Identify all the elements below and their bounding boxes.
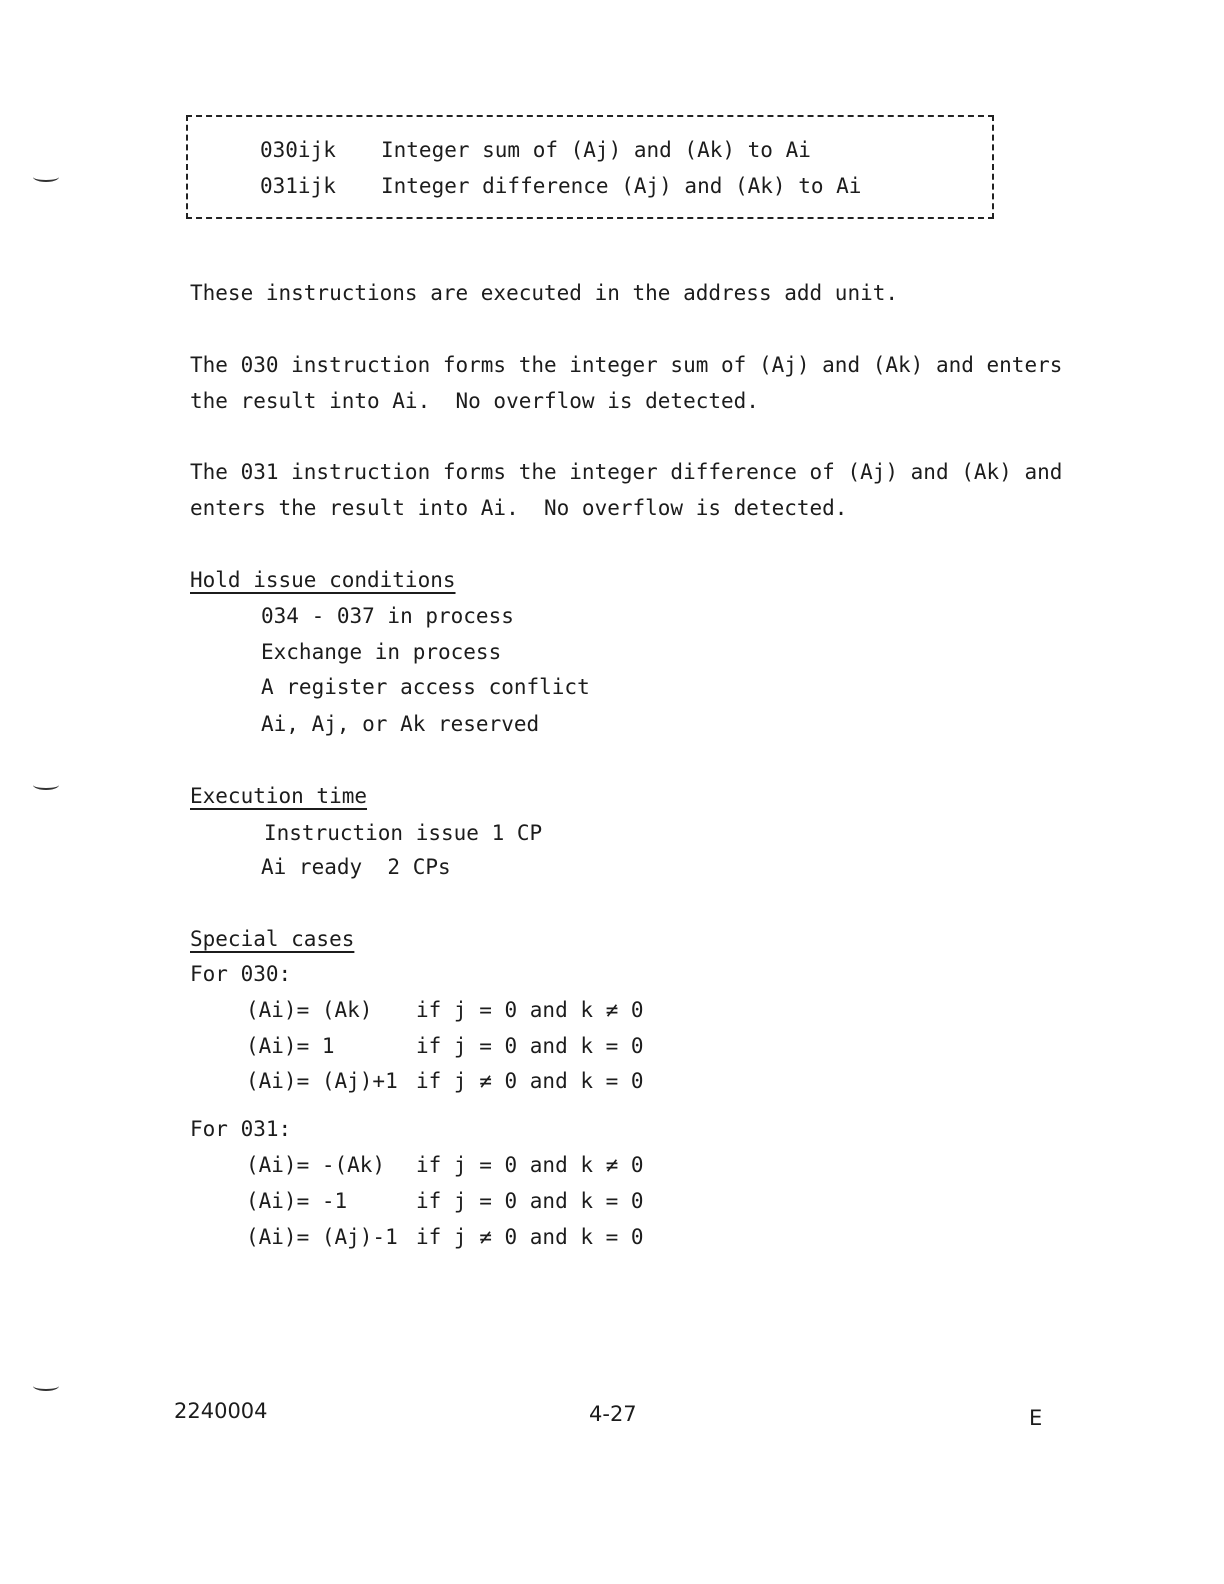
page-number: 4-27 bbox=[589, 1402, 637, 1426]
instruction-code: 030ijk bbox=[260, 138, 336, 162]
hold-issue-item: Ai, Aj, or Ak reserved bbox=[261, 712, 540, 736]
case-expression: (Ai)= (Ak) bbox=[246, 998, 373, 1022]
binder-mark bbox=[33, 1381, 59, 1391]
case-condition: if j = 0 and k ≠ 0 bbox=[416, 1153, 644, 1177]
case-label-031: For 031: bbox=[190, 1117, 292, 1141]
case-condition: if j ≠ 0 and k = 0 bbox=[416, 1225, 644, 1249]
case-expression: (Ai)= 1 bbox=[246, 1034, 335, 1058]
execution-time-item: Ai ready 2 CPs bbox=[261, 855, 451, 879]
hold-issue-heading: Hold issue conditions bbox=[190, 568, 456, 592]
paragraph-030-line: the result into Ai. No overflow is detected. bbox=[190, 389, 759, 413]
case-label-030: For 030: bbox=[190, 962, 292, 986]
instruction-description: Integer difference (Aj) and (Ak) to Ai bbox=[381, 174, 862, 198]
case-expression: (Ai)= (Aj)-1 bbox=[246, 1225, 398, 1249]
instruction-description: Integer sum of (Aj) and (Ak) to Ai bbox=[381, 138, 811, 162]
case-condition: if j = 0 and k = 0 bbox=[416, 1189, 644, 1213]
hold-issue-item: A register access conflict bbox=[261, 675, 590, 699]
execution-time-item: Instruction issue 1 CP bbox=[264, 821, 543, 845]
paragraph-031-line: The 031 instruction forms the integer difference of (Aj) and (Ak) and bbox=[190, 460, 1063, 484]
binder-mark bbox=[33, 172, 59, 182]
hold-issue-item: Exchange in process bbox=[261, 640, 502, 664]
case-condition: if j ≠ 0 and k = 0 bbox=[416, 1069, 644, 1093]
instruction-code: 031ijk bbox=[260, 174, 336, 198]
execution-time-heading: Execution time bbox=[190, 784, 368, 808]
special-cases-heading: Special cases bbox=[190, 927, 355, 951]
case-expression: (Ai)= (Aj)+1 bbox=[246, 1069, 398, 1093]
case-condition: if j = 0 and k ≠ 0 bbox=[416, 998, 644, 1022]
instruction-box bbox=[186, 115, 994, 219]
case-expression: (Ai)= -1 bbox=[246, 1189, 348, 1213]
case-expression: (Ai)= -(Ak) bbox=[246, 1153, 386, 1177]
binder-mark bbox=[33, 780, 59, 790]
case-condition: if j = 0 and k = 0 bbox=[416, 1034, 644, 1058]
hold-issue-item: 034 - 037 in process bbox=[261, 604, 514, 628]
paragraph-030-line: The 030 instruction forms the integer sum of (Aj) and (Ak) and enters bbox=[190, 353, 1063, 377]
revision-letter: E bbox=[1029, 1406, 1043, 1430]
paragraph-031-line: enters the result into Ai. No overflow is detected. bbox=[190, 496, 848, 520]
intro-paragraph: These instructions are executed in the address add unit. bbox=[190, 281, 899, 305]
document-number: 2240004 bbox=[174, 1399, 268, 1423]
